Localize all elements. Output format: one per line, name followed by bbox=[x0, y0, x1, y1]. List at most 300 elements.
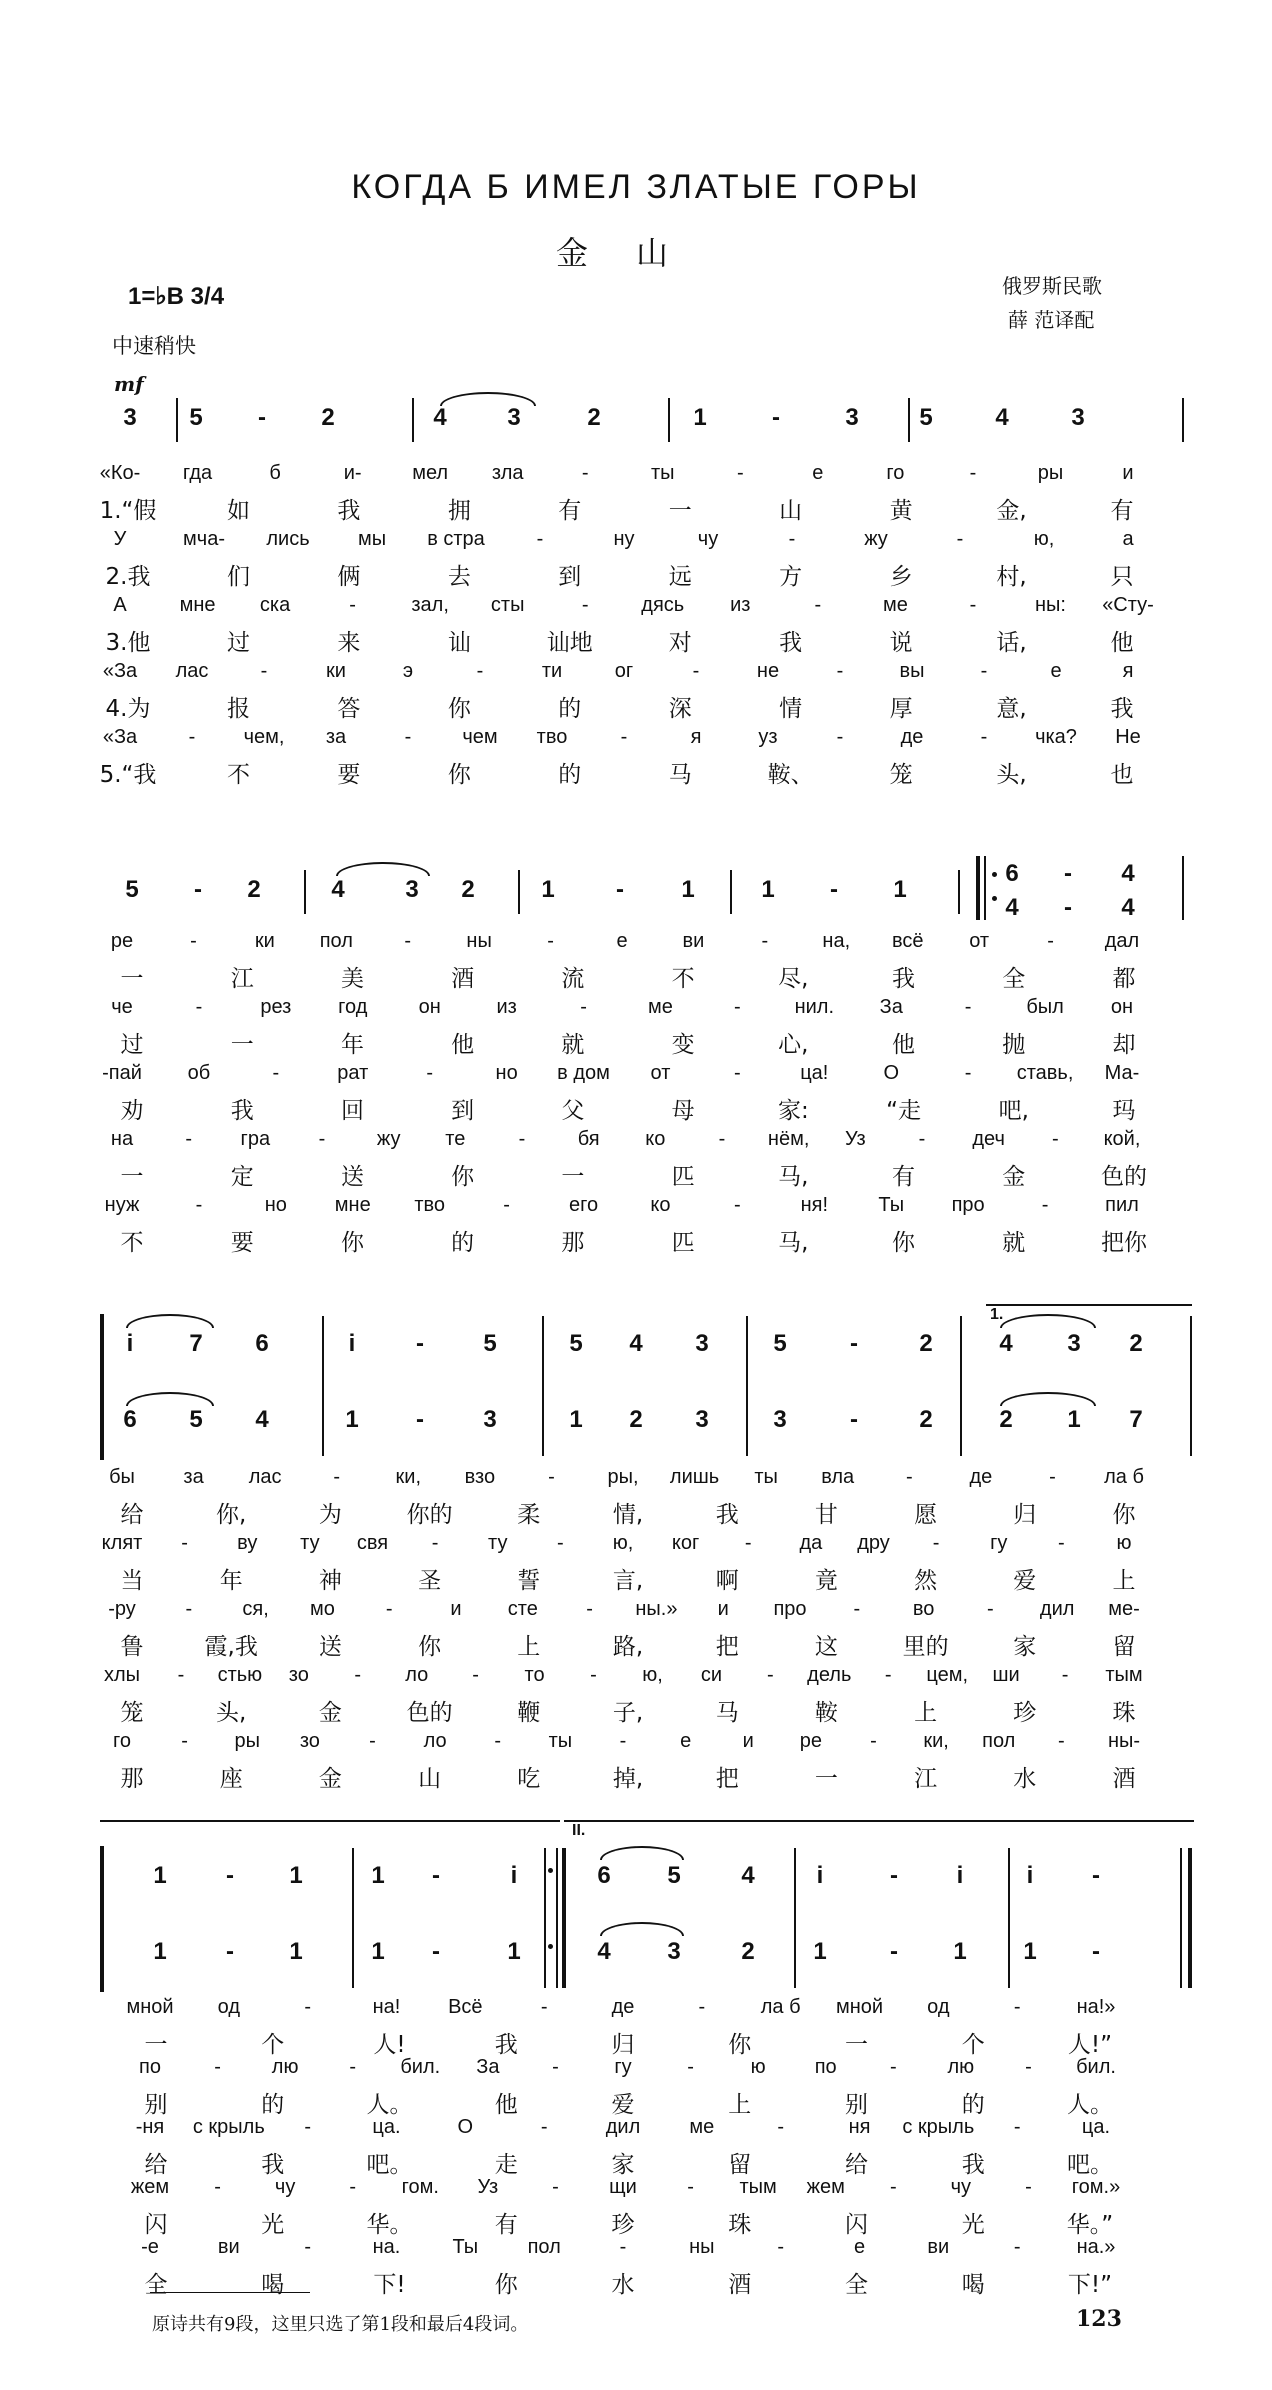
lyric-syllable: - bbox=[918, 1128, 926, 1150]
lyric-syllable: -е bbox=[141, 2236, 159, 2258]
lyric-syllable: - bbox=[404, 726, 412, 748]
note: 5 bbox=[189, 404, 203, 431]
barline bbox=[412, 398, 414, 442]
lyric-syllable: нуж bbox=[104, 1194, 140, 1216]
lyric-syllable: 有 bbox=[558, 498, 582, 524]
lyric-syllable: - bbox=[620, 726, 628, 748]
lyric-syllable: - bbox=[980, 726, 988, 748]
lyric-syllable: - bbox=[687, 2056, 694, 2078]
lyric-syllable: ставь, bbox=[1016, 1062, 1074, 1084]
lyric-syllable: 我 bbox=[715, 1502, 739, 1528]
lyric-syllable: на! bbox=[372, 1996, 401, 2018]
lyric-syllable: 你, bbox=[216, 1502, 247, 1528]
note: 1 bbox=[693, 404, 707, 431]
lyric-syllable: 不 bbox=[671, 966, 695, 992]
slur bbox=[440, 392, 536, 406]
lyric-syllable: ска bbox=[259, 594, 291, 616]
lyric-syllable: 金 bbox=[318, 1700, 342, 1726]
lyric-syllable: гра bbox=[240, 1128, 271, 1150]
lyric-syllable: 当 bbox=[120, 1568, 144, 1594]
lyric-syllable: 你 bbox=[1112, 1502, 1136, 1528]
title-chinese: 金山 bbox=[555, 234, 716, 272]
lyric-syllable: че bbox=[111, 996, 133, 1018]
lyric-syllable: 马, bbox=[778, 1230, 809, 1256]
lyric-syllable: 个 bbox=[261, 2032, 285, 2058]
note: 2 bbox=[919, 1406, 933, 1433]
lyric-syllable: - bbox=[836, 726, 844, 748]
lyric-syllable: 爱 bbox=[611, 2092, 635, 2118]
lyric-syllable: 的 bbox=[558, 762, 582, 788]
lyric-syllable: - bbox=[214, 2176, 221, 2198]
lyric-syllable: «Ко- bbox=[99, 462, 141, 484]
note: 1 bbox=[153, 1938, 167, 1965]
lyric-syllable: - bbox=[580, 996, 587, 1018]
lyric-syllable: 酒 bbox=[451, 966, 475, 992]
lyric-syllable: - bbox=[1058, 1730, 1065, 1752]
note: - bbox=[616, 876, 624, 903]
lyric-syllable: 他 bbox=[494, 2092, 518, 2118]
lyric-syllable: 里的 bbox=[902, 1634, 949, 1660]
lyric-syllable: е bbox=[680, 1730, 692, 1752]
barline bbox=[1180, 1848, 1182, 1988]
system2-notes-lower bbox=[0, 888, 1272, 932]
repeat-dot bbox=[992, 872, 997, 877]
lyric-syllable: 送 bbox=[318, 1634, 342, 1660]
lyric-syllable: 霞,我 bbox=[204, 1634, 258, 1660]
lyric-syllable: жу bbox=[376, 1128, 401, 1150]
lyric-syllable: 乡 bbox=[889, 564, 913, 590]
lyric-syllable: сте bbox=[507, 1598, 538, 1620]
lyric-syllable: 鞭 bbox=[517, 1700, 541, 1726]
lyric-syllable: мы bbox=[357, 528, 387, 550]
lyric-syllable: 他 bbox=[892, 1032, 916, 1058]
lyric-syllable: цем, bbox=[926, 1664, 969, 1686]
lyric-syllable: тво bbox=[536, 726, 568, 748]
lyric-syllable: - bbox=[1013, 2236, 1021, 2258]
lyric-syllable: У bbox=[113, 528, 127, 550]
lyric-syllable: 金 bbox=[1002, 1164, 1026, 1190]
lyric-syllable: чу bbox=[697, 528, 719, 550]
lyric-syllable: 把 bbox=[715, 1766, 739, 1792]
lyric-syllable: 都 bbox=[1112, 966, 1136, 992]
lyric-syllable: ко bbox=[650, 1194, 671, 1216]
lyric-syllable: ме- bbox=[1108, 1598, 1140, 1620]
lyric-syllable: 归 bbox=[611, 2032, 635, 2058]
lyric-syllable: - bbox=[1058, 1532, 1065, 1554]
note: 4 bbox=[597, 1938, 611, 1965]
lyric-syllable: 讪地 bbox=[546, 630, 593, 656]
lyric-syllable: 江 bbox=[914, 1766, 938, 1792]
note: 5 bbox=[667, 1862, 681, 1889]
lyric-syllable: - bbox=[181, 1730, 188, 1752]
lyric-syllable: зла bbox=[491, 462, 524, 484]
lyric-syllable: гу bbox=[614, 2056, 632, 2078]
note: - bbox=[772, 404, 780, 431]
lyric-syllable: 你 bbox=[340, 1230, 364, 1256]
footnote-rule bbox=[150, 2292, 310, 2293]
lyric-syllable: 头, bbox=[996, 762, 1027, 788]
barline bbox=[544, 1848, 546, 1988]
lyric-syllable: - bbox=[718, 1128, 726, 1150]
barline bbox=[1188, 1848, 1192, 1988]
lyric-syllable: тым bbox=[739, 2176, 777, 2198]
lyric-syllable: 你 bbox=[447, 696, 471, 722]
lyric-syllable: ла б bbox=[1104, 1466, 1144, 1488]
lyric-syllable: от bbox=[650, 1062, 671, 1084]
lyric-syllable: ог bbox=[614, 660, 634, 682]
lyric-syllable: 有 bbox=[1110, 498, 1134, 524]
lyric-syllable: го bbox=[113, 1730, 131, 1752]
slur bbox=[1000, 1392, 1096, 1406]
note: 3 bbox=[483, 1406, 497, 1433]
note: 4 bbox=[1121, 894, 1135, 921]
lyric-syllable: 我 bbox=[961, 2152, 985, 2178]
lyric-syllable: О bbox=[883, 1062, 899, 1084]
lyric-syllable: - bbox=[190, 930, 197, 952]
lyric-syllable: 4.为 bbox=[105, 696, 151, 722]
lyric-syllable: 也 bbox=[1110, 762, 1134, 788]
lyric-syllable: 山 bbox=[779, 498, 803, 524]
lyric-syllable: 你 bbox=[892, 1230, 916, 1256]
lyric-syllable: - bbox=[1013, 1996, 1021, 2018]
lyric-syllable: рез bbox=[260, 996, 292, 1018]
lyric-syllable: я bbox=[690, 726, 702, 748]
lyric-syllable: 全 bbox=[845, 2272, 868, 2298]
barline bbox=[984, 856, 986, 920]
lyric-syllable: - bbox=[581, 594, 589, 616]
lyric-syllable: - bbox=[540, 1996, 548, 2018]
lyric-syllable: - bbox=[181, 1532, 188, 1554]
note: - bbox=[890, 1862, 898, 1889]
lyric-syllable: - bbox=[980, 660, 988, 682]
note: 6 bbox=[1005, 860, 1019, 887]
slur bbox=[126, 1392, 214, 1406]
barline bbox=[976, 856, 980, 920]
lyric-syllable: деч bbox=[972, 1128, 1005, 1150]
lyric-syllable: по bbox=[139, 2056, 161, 2078]
lyric-syllable: 你 bbox=[728, 2032, 752, 2058]
note: i bbox=[816, 1862, 824, 1889]
note: 4 bbox=[1005, 894, 1019, 921]
lyric-syllable: 抛 bbox=[1002, 1032, 1026, 1058]
note: 1 bbox=[893, 876, 907, 903]
lyric-syllable: 珍 bbox=[1013, 1700, 1037, 1726]
lyric-syllable: 却 bbox=[1112, 1032, 1136, 1058]
lyric-syllable: Не bbox=[1115, 726, 1141, 748]
lyric-syllable: 你 bbox=[451, 1164, 475, 1190]
lyric-syllable: - bbox=[853, 1598, 861, 1620]
barline bbox=[1182, 398, 1184, 442]
credit-origin: 俄罗斯民歌 bbox=[1002, 274, 1102, 298]
lyric-syllable: ре bbox=[110, 930, 134, 952]
note: 1 bbox=[541, 876, 555, 903]
lyric-syllable: - bbox=[889, 2176, 897, 2198]
lyric-syllable: 甘 bbox=[814, 1502, 838, 1528]
lyric-syllable: ре bbox=[799, 1730, 822, 1752]
lyric-syllable: 一 bbox=[814, 1766, 838, 1792]
lyric-syllable: гом. bbox=[401, 2176, 439, 2198]
lyric-syllable: те bbox=[445, 1128, 466, 1150]
note: 5 bbox=[919, 404, 933, 431]
lyric-syllable: 归 bbox=[1013, 1502, 1037, 1528]
lyric-syllable: 酒 bbox=[1112, 1766, 1136, 1792]
key-signature: 1=♭B 3/4 bbox=[128, 283, 225, 310]
barline bbox=[958, 870, 960, 914]
lyric-syllable: -ня bbox=[135, 2116, 165, 2138]
lyric-syllable: 心, bbox=[778, 1032, 809, 1058]
lyric-syllable: 我 bbox=[494, 2032, 518, 2058]
lyric-syllable: ца! bbox=[800, 1062, 829, 1084]
lyric-syllable: за bbox=[183, 1466, 204, 1488]
lyric-syllable: 马 bbox=[668, 762, 692, 788]
lyric-syllable: од bbox=[927, 1996, 950, 2018]
note: 4 bbox=[331, 876, 345, 903]
lyric-syllable: 黄 bbox=[889, 498, 913, 524]
barline bbox=[562, 1848, 566, 1988]
lyric-syllable: Ты bbox=[878, 1194, 905, 1216]
note: - bbox=[416, 1406, 424, 1433]
lyric-syllable: 回 bbox=[340, 1098, 364, 1124]
lyric-syllable: 上 bbox=[1112, 1568, 1136, 1594]
lyric-syllable: 过 bbox=[226, 630, 250, 656]
lyric-syllable: жем bbox=[130, 2176, 170, 2198]
lyric-syllable: 吧。 bbox=[1067, 2152, 1113, 2178]
lyric-syllable: - bbox=[557, 1532, 564, 1554]
lyric-syllable: де bbox=[969, 1466, 993, 1488]
lyric-syllable: - bbox=[814, 594, 822, 616]
lyric-syllable: 那 bbox=[561, 1230, 585, 1256]
lyric-syllable: - bbox=[185, 1128, 192, 1150]
lyric-syllable: и bbox=[742, 1730, 754, 1752]
lyric-syllable: ся, bbox=[242, 1598, 269, 1620]
lyric-syllable: - bbox=[964, 1062, 972, 1084]
lyric-syllable: 讪 bbox=[447, 630, 471, 656]
lyric-syllable: 村, bbox=[996, 564, 1027, 590]
lyric-syllable: - bbox=[870, 1730, 877, 1752]
lyric-syllable: уз bbox=[758, 726, 778, 748]
lyric-syllable: ны bbox=[689, 2236, 715, 2258]
lyric-syllable: - bbox=[767, 1664, 774, 1686]
lyric-syllable: 流 bbox=[561, 966, 585, 992]
lyric-syllable: 去 bbox=[447, 564, 471, 590]
lyric-syllable: гу bbox=[990, 1532, 1008, 1554]
footnote: 原诗共有9段，这里只选了第1段和最后4段词。 bbox=[152, 2314, 529, 2335]
lyric-syllable: 誓 bbox=[517, 1568, 541, 1594]
lyric-syllable: 喝 bbox=[961, 2272, 985, 2298]
lyric-syllable: от bbox=[969, 930, 990, 952]
lyric-syllable: 3.他 bbox=[105, 630, 151, 656]
lyric-syllable: э bbox=[402, 660, 414, 682]
note: 4 bbox=[741, 1862, 755, 1889]
dynamic-marking: mf bbox=[114, 372, 144, 396]
lyric-syllable: - bbox=[619, 2236, 627, 2258]
lyric-syllable: 吧。 bbox=[366, 2152, 413, 2178]
note: 4 bbox=[433, 404, 447, 431]
lyric-syllable: лю bbox=[271, 2056, 299, 2078]
lyric-syllable: ви bbox=[927, 2236, 950, 2258]
lyric-syllable: 马, bbox=[778, 1164, 809, 1190]
lyric-syllable: 2.我 bbox=[105, 564, 151, 590]
lyric-syllable: ну bbox=[613, 528, 635, 550]
lyric-syllable: - bbox=[1061, 1664, 1069, 1686]
lyric-syllable: - bbox=[214, 2056, 221, 2078]
lyric-syllable: - bbox=[619, 1730, 627, 1752]
lyric-syllable: я bbox=[1122, 660, 1134, 682]
barline bbox=[518, 870, 520, 914]
slur bbox=[600, 1846, 684, 1860]
note: 5 bbox=[483, 1330, 497, 1357]
lyric-syllable: «За bbox=[102, 726, 138, 748]
lyric-syllable: - bbox=[304, 2236, 311, 2258]
lyric-syllable: пол bbox=[982, 1730, 1016, 1752]
lyric-syllable: но bbox=[495, 1062, 518, 1084]
note: 4 bbox=[999, 1330, 1013, 1357]
lyric-syllable: 不 bbox=[226, 762, 250, 788]
lyric-syllable: 人! bbox=[373, 2032, 406, 2058]
lyric-syllable: ны bbox=[466, 930, 492, 952]
lyric-syllable: - bbox=[736, 462, 744, 484]
lyric-syllable: мной bbox=[835, 1996, 884, 2018]
lyric-syllable: - bbox=[1025, 2056, 1032, 2078]
barline bbox=[908, 398, 910, 442]
lyric-syllable: мо bbox=[309, 1598, 335, 1620]
lyric-syllable: - bbox=[590, 1664, 597, 1686]
lyric-syllable: - bbox=[932, 1532, 940, 1554]
lyric-syllable: 鞍、 bbox=[767, 762, 814, 788]
system3-notes-top bbox=[0, 1324, 1272, 1368]
lyric-syllable: 对 bbox=[668, 630, 692, 656]
barline bbox=[1190, 1316, 1192, 1456]
lyric-syllable: 鞍 bbox=[814, 1700, 838, 1726]
lyric-syllable: - bbox=[581, 462, 589, 484]
lyric-syllable: 给 bbox=[845, 2152, 868, 2178]
lyric-syllable: ю, bbox=[1033, 528, 1055, 550]
lyric-syllable: 闪 bbox=[144, 2212, 168, 2238]
lyric-syllable: не bbox=[756, 660, 780, 682]
lyric-syllable: ты bbox=[548, 1730, 573, 1752]
lyric-syllable: - bbox=[385, 1598, 393, 1620]
lyric-syllable: ю, bbox=[642, 1664, 663, 1686]
lyric-syllable: 珠 bbox=[728, 2212, 752, 2238]
lyric-syllable: ю bbox=[750, 2056, 766, 2078]
note: - bbox=[1064, 860, 1072, 887]
lyric-syllable: - bbox=[987, 1598, 994, 1620]
lyric-syllable: ла б bbox=[760, 1996, 801, 2018]
lyric-syllable: 人。 bbox=[1067, 2092, 1113, 2118]
lyric-syllable: - bbox=[744, 1532, 752, 1554]
lyric-syllable: лю bbox=[947, 2056, 975, 2078]
lyric-syllable: -пай bbox=[102, 1062, 142, 1084]
barline bbox=[730, 870, 732, 914]
barline bbox=[1008, 1848, 1010, 1988]
lyric-syllable: лись bbox=[266, 528, 310, 550]
lyric-syllable: на bbox=[110, 1128, 134, 1150]
note: 5 bbox=[125, 876, 139, 903]
lyric-syllable: 变 bbox=[671, 1032, 695, 1058]
lyric-syllable: бы bbox=[109, 1466, 135, 1488]
lyric-syllable: 我 bbox=[261, 2152, 285, 2178]
lyric-syllable: «Сту- bbox=[1102, 594, 1154, 616]
lyric-syllable: его bbox=[568, 1194, 599, 1216]
lyric-syllable: за bbox=[325, 726, 347, 748]
lyric-syllable: он bbox=[1110, 996, 1134, 1018]
lyric-syllable: 我 bbox=[892, 966, 916, 992]
lyric-syllable: с крыль bbox=[902, 2116, 975, 2138]
system3-notes-bottom bbox=[0, 1400, 1272, 1444]
lyric-syllable: лас bbox=[248, 1466, 282, 1488]
lyric-syllable: де bbox=[611, 1996, 635, 2018]
lyric-syllable: бя bbox=[577, 1128, 600, 1150]
barline bbox=[1182, 856, 1184, 920]
system-brace bbox=[100, 1846, 104, 1992]
lyric-syllable: 说 bbox=[889, 630, 913, 656]
lyric-syllable: 意, bbox=[996, 696, 1027, 722]
lyric-syllable: ца. bbox=[1081, 2116, 1111, 2138]
lyric-syllable: 人。 bbox=[366, 2092, 413, 2118]
lyric-syllable: 别 bbox=[845, 2092, 868, 2118]
lyric-syllable: бил. bbox=[400, 2056, 441, 2078]
lyric-syllable: всё bbox=[891, 930, 924, 952]
lyric-syllable: мча- bbox=[183, 528, 225, 550]
note: - bbox=[1064, 894, 1072, 921]
lyric-syllable: - bbox=[426, 1062, 434, 1084]
volta-bracket bbox=[564, 1820, 1194, 1822]
lyric-syllable: 有 bbox=[892, 1164, 916, 1190]
system-brace bbox=[100, 1314, 104, 1460]
lyric-syllable: ю bbox=[1116, 1532, 1132, 1554]
repeat-dot bbox=[548, 1868, 553, 1873]
lyric-syllable: О bbox=[457, 2116, 474, 2138]
lyric-syllable: - bbox=[188, 726, 196, 748]
note: 1 bbox=[345, 1406, 359, 1433]
lyric-syllable: - bbox=[260, 660, 268, 682]
page-number: 123 bbox=[1076, 2306, 1122, 2332]
lyric-syllable: чу bbox=[950, 2176, 972, 2198]
barline bbox=[960, 1316, 962, 1456]
credit-translator: 薛 范译配 bbox=[1008, 308, 1095, 332]
lyric-syllable: 答 bbox=[337, 696, 361, 722]
lyric-syllable: 给 bbox=[120, 1502, 144, 1528]
lyric-syllable: ры bbox=[234, 1730, 260, 1752]
lyric-syllable: ву bbox=[237, 1532, 258, 1554]
lyric-syllable: и bbox=[450, 1598, 462, 1620]
lyric-syllable: - bbox=[349, 594, 356, 616]
lyric-syllable: на. bbox=[372, 2236, 401, 2258]
lyric-syllable: 水 bbox=[1013, 1766, 1037, 1792]
lyric-syllable: 厚 bbox=[889, 696, 913, 722]
lyric-syllable: дясь bbox=[641, 594, 685, 616]
lyric-syllable: - bbox=[788, 528, 796, 550]
lyric-syllable: с крыль bbox=[192, 2116, 265, 2138]
lyric-syllable: - bbox=[195, 1194, 203, 1216]
note: 1 bbox=[507, 1938, 521, 1965]
lyric-syllable: 他 bbox=[451, 1032, 475, 1058]
lyric-syllable: - bbox=[404, 930, 412, 952]
lyric-syllable: 爱 bbox=[1013, 1568, 1037, 1594]
lyric-syllable: хлы bbox=[103, 1664, 141, 1686]
note: 6 bbox=[255, 1330, 269, 1357]
lyric-syllable: 为 bbox=[318, 1502, 342, 1528]
lyric-syllable: 情 bbox=[779, 696, 803, 722]
lyric-syllable: 情, bbox=[612, 1502, 644, 1528]
note: 3 bbox=[405, 876, 419, 903]
lyric-syllable: зал, bbox=[411, 594, 449, 616]
lyric-syllable: 拥 bbox=[447, 498, 471, 524]
lyric-syllable: 然 bbox=[914, 1568, 938, 1594]
lyric-syllable: 他 bbox=[1110, 630, 1134, 656]
note: 2 bbox=[1129, 1330, 1143, 1357]
lyric-syllable: на, bbox=[822, 930, 851, 952]
